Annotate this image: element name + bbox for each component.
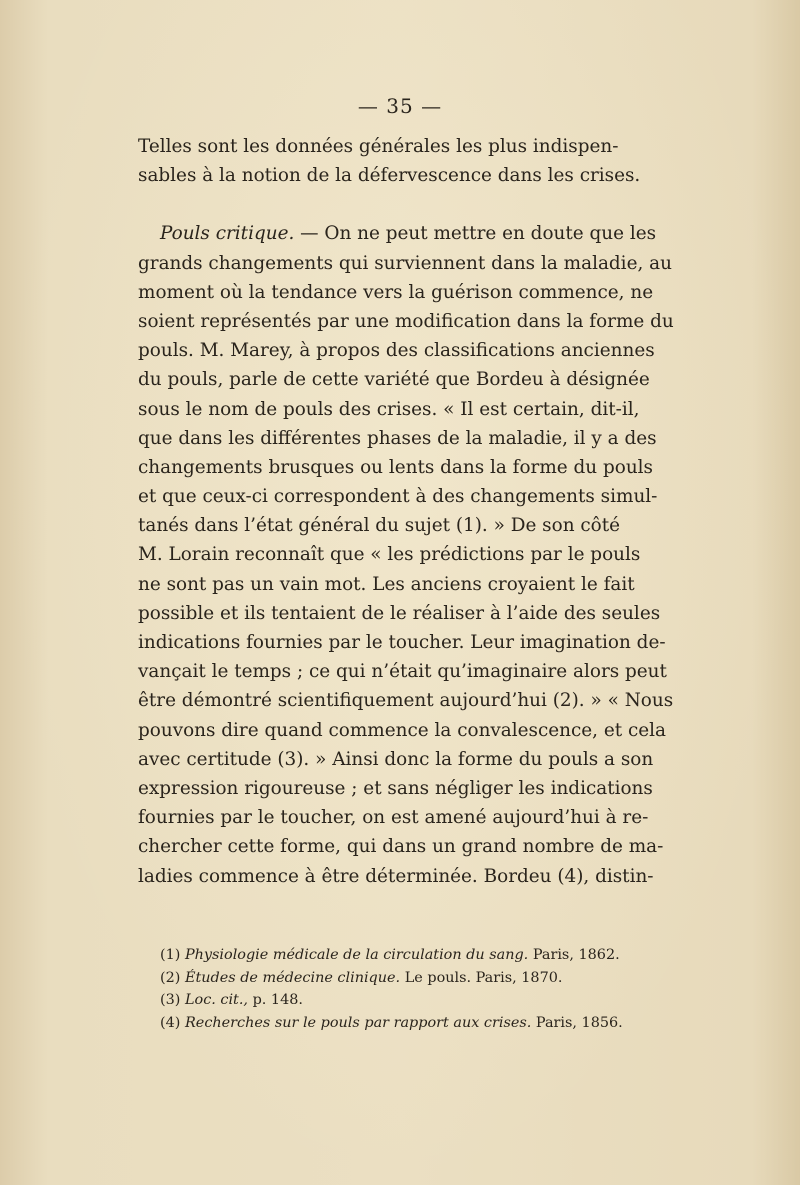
section-heading: Pouls critique. <box>160 223 295 245</box>
text-line: changements brusques ou lents dans la forme du pouls <box>138 456 653 478</box>
footnote-text: p. 148. <box>248 992 303 1008</box>
text-line: grands changements qui surviennent dans la maladie, au <box>138 252 672 274</box>
footnote-text: Le pouls. Paris, 1870. <box>400 969 563 986</box>
footnote-mark: (2) <box>160 969 181 986</box>
text-line: Telles sont les données générales les plus indispen- <box>138 136 619 157</box>
paragraph-gap <box>138 190 618 219</box>
footnote-title: Loc. cit., <box>184 992 248 1008</box>
body-text <box>138 132 674 891</box>
footnote <box>160 989 620 1012</box>
text-line: pouvons dire quand commence la convalescence, et cela <box>138 719 667 741</box>
text-line: et que ceux-ci correspondent à des changements simul- <box>138 486 658 508</box>
text-line: moment où la tendance vers la guérison commence, ne <box>138 281 654 303</box>
text-line: ladies commence à être déterminée. Bordeu (4), distin- <box>138 865 654 887</box>
text-line-with-heading <box>138 219 657 248</box>
text-line: vançait le temps ; ce qui n’était qu’imaginaire alors peut <box>138 661 667 683</box>
text-line: chercher cette forme, qui dans un grand nombre de ma- <box>138 836 664 858</box>
footnotes <box>160 944 623 1034</box>
footnote-mark: (1) <box>160 947 181 963</box>
page-number: — 35 — <box>357 94 443 118</box>
text-line: tanés dans l’état général du sujet (1). » De son côté <box>138 515 621 537</box>
text-line: soient représentés par une modification dans la forme du <box>138 310 674 332</box>
footnote <box>160 1012 623 1035</box>
text-line: sables à la notion de la défervescence dans les crises. <box>138 165 641 187</box>
text-line: fournies par le toucher, on est amené aujourd’hui à re- <box>138 807 649 829</box>
text-line: sous le nom de pouls des crises. « Il est certain, dit-il, <box>138 398 640 420</box>
text-line: M. Lorain reconnaît que « les prédictions par le pouls <box>138 544 641 566</box>
footnote-text: Paris, 1862. <box>528 947 620 963</box>
text-line: possible et ils tentaient de le réaliser à l’aide des seules <box>138 602 661 624</box>
footnote-mark: (3) <box>160 992 181 1008</box>
footnote-title: Études de médecine clinique. <box>184 969 401 986</box>
footnote-mark: (4) <box>160 1014 181 1031</box>
text-line: expression rigoureuse ; et sans négliger les indications <box>138 777 653 799</box>
text-line: que dans les différentes phases de la maladie, il y a des <box>138 427 657 449</box>
footnote-title: Physiologie médicale de la circulation du sang. <box>184 947 529 963</box>
footnote-title: Recherches sur le pouls par rapport aux crises. <box>184 1014 532 1031</box>
footnote <box>160 944 620 967</box>
text-line: ne sont pas un vain mot. Les anciens croyaient le fait <box>138 573 635 595</box>
paragraph-intro <box>138 132 641 190</box>
text-line: être démontré scientifiquement aujourd’hui (2). » « Nous <box>138 690 674 712</box>
text-line: avec certitude (3). » Ainsi donc la forme du pouls a son <box>138 748 654 770</box>
footnote <box>160 967 620 990</box>
text-line: pouls. M. Marey, à propos des classifications anciennes <box>138 340 655 362</box>
footnote-text: Paris, 1856. <box>531 1014 623 1031</box>
paragraph-pouls-critique <box>138 219 674 890</box>
text-line-fragment: — On ne peut mettre en doute que les <box>294 223 657 245</box>
text-line: du pouls, parle de cette variété que Bordeu à désignée <box>138 369 650 391</box>
text-line: indications fournies par le toucher. Leur imagination de- <box>138 632 666 653</box>
